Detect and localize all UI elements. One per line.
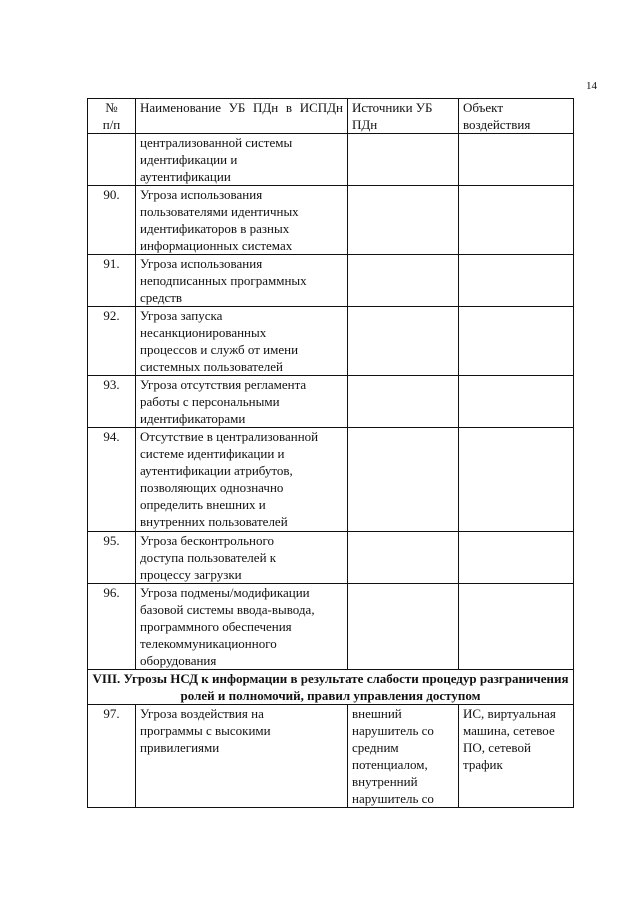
row-number: 93.: [88, 376, 136, 428]
section-title: VIII. Угрозы НСД к информации в результате слабости процедур разграничения ролей и полномочий, правил управления доступом: [88, 670, 574, 705]
header-number: № п/п: [88, 99, 136, 134]
row-sources: [348, 532, 459, 584]
row-object: ИС, виртуальная машина, сетевое ПО, сетевой трафик: [459, 705, 574, 808]
page-number: 14: [586, 80, 597, 92]
row-threat-name: Угроза отсутствия регламента работы с персональными идентификаторами: [136, 376, 348, 428]
row-sources: [348, 584, 459, 670]
row-sources: [348, 428, 459, 532]
row-threat-name: Угроза запуска несанкционированных процессов и служб от имени системных пользователей: [136, 307, 348, 376]
table-row: [88, 186, 574, 255]
table-row: [88, 705, 574, 808]
table-row: [88, 376, 574, 428]
row-threat-name: Угроза подмены/модификации базовой системы ввода-вывода, программного обеспечения телекоммуникационного оборудования: [136, 584, 348, 670]
row-threat-name: централизованной системы идентификации и аутентификации: [136, 134, 348, 186]
row-sources: [348, 186, 459, 255]
row-number: [88, 134, 136, 186]
row-sources: [348, 255, 459, 307]
row-threat-name: Угроза воздействия на программы с высокими привилегиями: [136, 705, 348, 808]
header-object: Объект воздействия: [459, 99, 574, 134]
row-object: [459, 584, 574, 670]
row-object: [459, 186, 574, 255]
row-threat-name: Угроза бесконтрольного доступа пользователей к процессу загрузки: [136, 532, 348, 584]
header-threat-name: Наименование УБ ПДн в ИСПДн: [136, 99, 348, 134]
row-object: [459, 376, 574, 428]
row-object: [459, 255, 574, 307]
row-number: 92.: [88, 307, 136, 376]
row-object: [459, 307, 574, 376]
table-row: [88, 255, 574, 307]
row-threat-name: Угроза использования неподписанных программных средств: [136, 255, 348, 307]
row-number: 94.: [88, 428, 136, 532]
row-threat-name: Отсутствие в централизованной системе идентификации и аутентификации атрибутов, позволяющих однозначно определить внешних и внутренних пользователей: [136, 428, 348, 532]
table-header-row: [88, 99, 574, 134]
header-sources: Источники УБ ПДн: [348, 99, 459, 134]
table-row: [88, 532, 574, 584]
row-object: [459, 428, 574, 532]
row-sources: внешний нарушитель со средним потенциалом, внутренний нарушитель со: [348, 705, 459, 808]
row-object: [459, 532, 574, 584]
table-row: [88, 307, 574, 376]
row-number: 90.: [88, 186, 136, 255]
row-threat-name: Угроза использования пользователями идентичных идентификаторов в разных информационных системах: [136, 186, 348, 255]
row-object: [459, 134, 574, 186]
row-sources: [348, 134, 459, 186]
row-number: 96.: [88, 584, 136, 670]
row-number: 95.: [88, 532, 136, 584]
table-row: [88, 428, 574, 532]
row-sources: [348, 307, 459, 376]
row-number: 97.: [88, 705, 136, 808]
row-sources: [348, 376, 459, 428]
section-header-row: [88, 670, 574, 705]
row-number: 91.: [88, 255, 136, 307]
threats-table: [87, 98, 574, 808]
table-row: [88, 134, 574, 186]
table-row: [88, 584, 574, 670]
